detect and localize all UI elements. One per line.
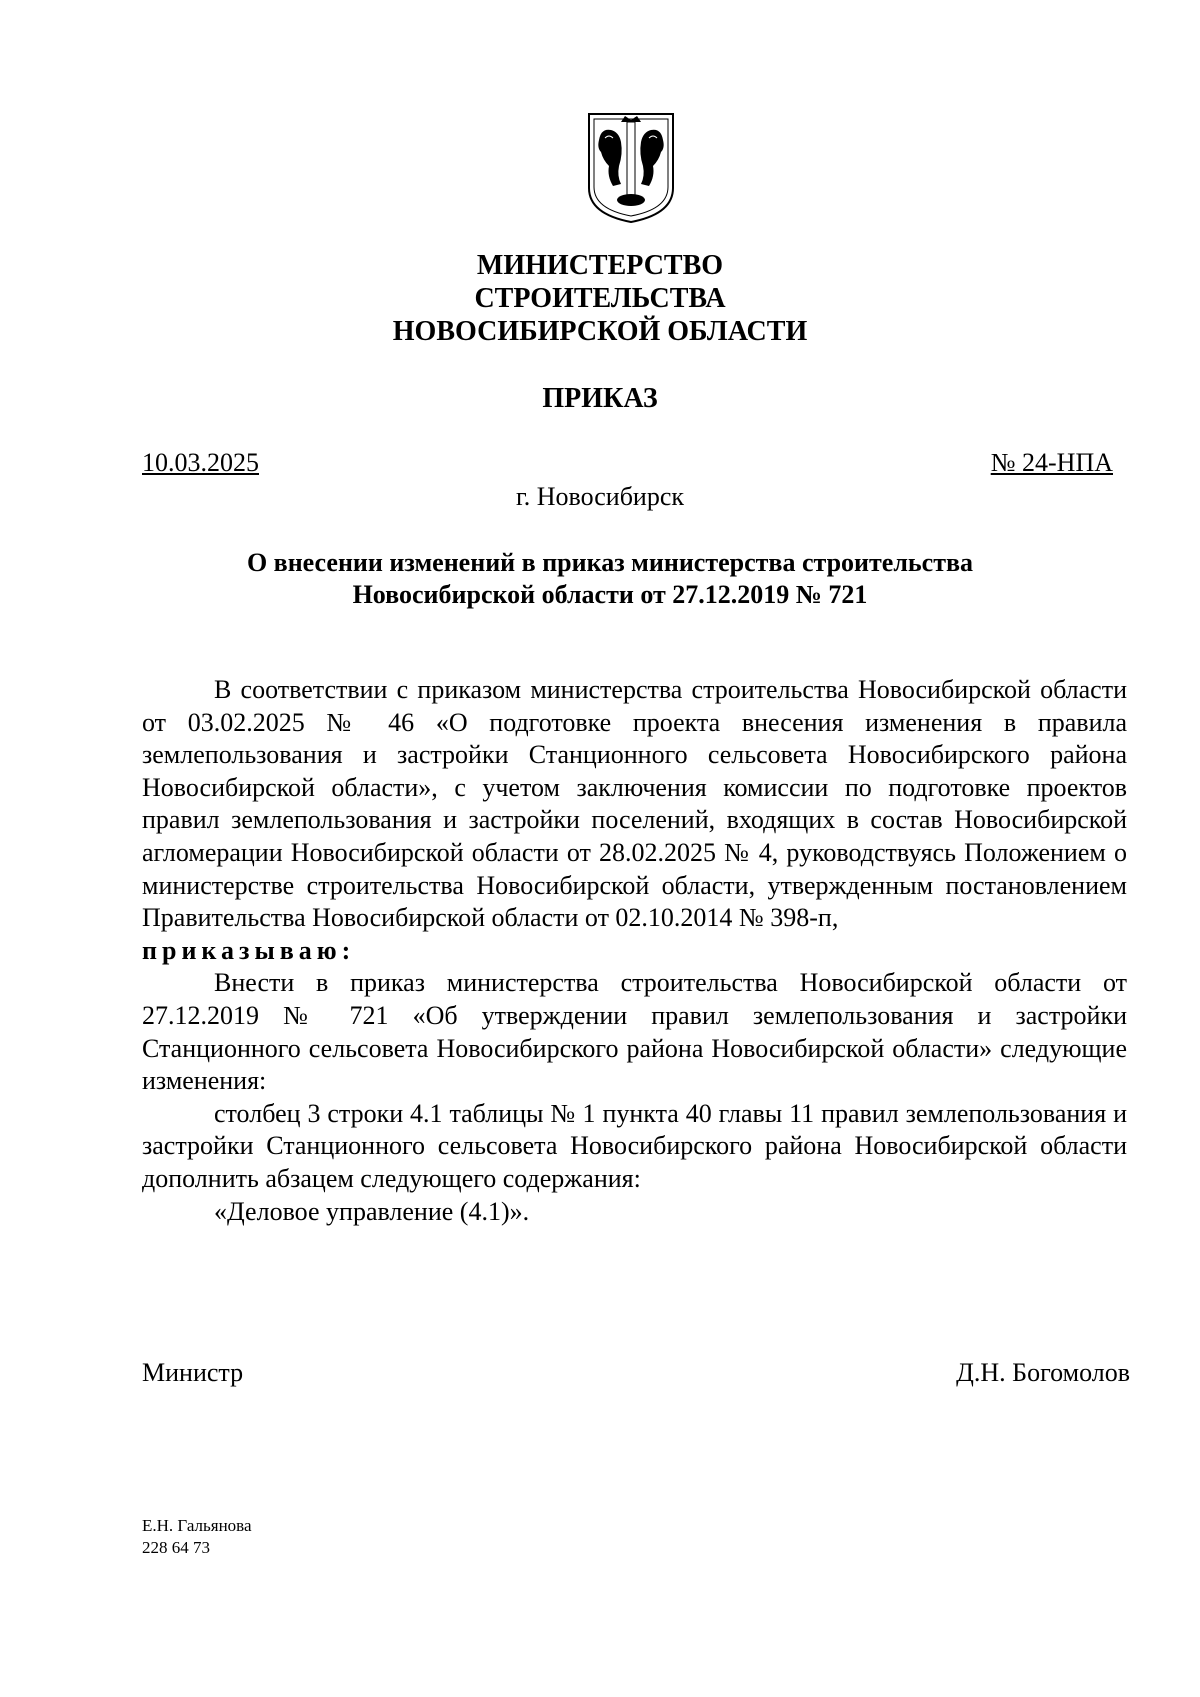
ministry-name (0, 249, 1200, 348)
document-type: ПРИКАЗ (542, 383, 658, 414)
document-date: 10.03.2025 (142, 448, 259, 477)
executor-name: Е.Н. Гальянова (142, 1516, 252, 1535)
subject-line-1: О внесении изменений в приказ министерства строительства (246, 548, 974, 577)
executor-info (142, 1515, 252, 1559)
ministry-line-2: СТРОИТЕЛЬСТВА (474, 283, 726, 314)
executor-phone: 228 64 73 (142, 1538, 210, 1557)
command-word: приказываю: (142, 935, 356, 965)
body-paragraph-3: «Деловое управление (4.1)». (214, 1196, 530, 1226)
subject-line-2: Новосибирской области от 27.12.2019 № 721 (352, 580, 868, 609)
document-number: № 24-НПА (990, 448, 1113, 477)
body-paragraph-1: Внести в приказ министерства строительства Новосибирской области от 27.12.2019 № 721 «Об утверждении правил землепользования и застройки Станционного сельсовета Новосибирского района Новосибирской области» следующие изменения: (142, 968, 1127, 1096)
signatory-title: Министр (142, 1358, 244, 1387)
preamble-paragraph: В соответствии с приказом министерства строительства Новосибирской области от 03.02.2025 № 46 «О подготовке проекта внесения изменения в правила землепользования и застройки Станционного сельсовета Новосибирского района Новосибирской области», с учетом заключения комиссии по подготовке проектов правил землепользования и застройки поселений, входящих в состав Новосибирской агломерации Новосибирской области от 28.02.2025 № 4, руководствуясь Положением о министерстве строительства Новосибирской области, утвержденным постановлением Правительства Новосибирской области от 02.10.2014 № 398-п, (142, 675, 1127, 933)
document-body (142, 674, 1127, 1228)
ministry-line-1: МИНИСТЕРСТВО (476, 250, 724, 281)
document-subject (140, 547, 1080, 611)
body-paragraph-2: столбец 3 строки 4.1 таблицы № 1 пункта 40 главы 11 правил землепользования и застройки Станционного сельсовета Новосибирского района Новосибирской области дополнить абзацем следующего содержания: (142, 1098, 1127, 1193)
coat-of-arms-icon (585, 110, 677, 224)
ministry-line-3: НОВОСИБИРСКОЙ ОБЛАСТИ (392, 316, 808, 347)
document-city: г. Новосибирск (515, 482, 685, 511)
signatory-name: Д.Н. Богомолов (956, 1358, 1130, 1387)
